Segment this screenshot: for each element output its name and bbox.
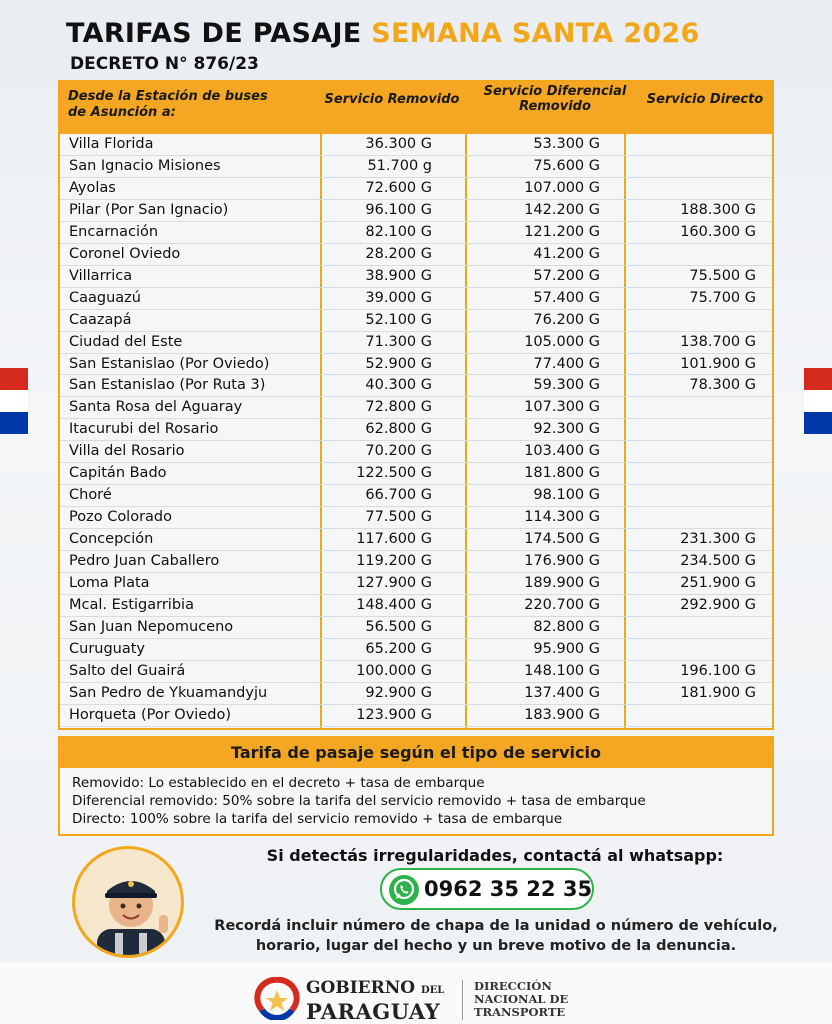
fare-removido: 62.800 G xyxy=(365,421,432,438)
fare-diferencial: 92.300 G xyxy=(533,421,600,438)
fare-removido: 123.900 G xyxy=(356,706,432,723)
whatsapp-icon xyxy=(388,874,420,906)
fare-directo: 231.300 G xyxy=(680,531,756,548)
station-name: San Estanislao (Por Oviedo) xyxy=(69,355,270,372)
fare-removido: 148.400 G xyxy=(356,597,432,614)
station-name: Caazapá xyxy=(69,311,132,328)
footer-divider xyxy=(462,980,463,1020)
table-row xyxy=(60,397,772,419)
fare-directo: 78.300 G xyxy=(689,377,756,394)
table-row xyxy=(60,661,772,683)
fare-removido: 38.900 G xyxy=(365,267,432,284)
fare-diferencial: 53.300 G xyxy=(533,136,600,152)
decree-number: DECRETO N° 876/23 xyxy=(70,54,259,74)
table-row xyxy=(60,573,772,595)
table-row xyxy=(60,485,772,507)
station-name: Santa Rosa del Aguaray xyxy=(69,399,243,416)
fare-diferencial: 174.500 G xyxy=(524,531,600,548)
station-name: Choré xyxy=(69,487,112,504)
fare-diferencial: 98.100 G xyxy=(533,487,600,504)
table-row xyxy=(60,507,772,529)
fare-diferencial: 148.100 G xyxy=(524,662,600,679)
fare-removido: 92.900 G xyxy=(365,684,432,701)
table-row xyxy=(60,178,772,200)
dnt-line1: DIRECCIÓN xyxy=(474,979,552,993)
station-name: Capitán Bado xyxy=(69,465,167,482)
gov-line2: PARAGUAY xyxy=(306,999,441,1024)
table-row xyxy=(60,156,772,178)
fare-diferencial: 107.300 G xyxy=(524,399,600,416)
fare-diferencial: 76.200 G xyxy=(533,311,600,328)
station-name: Coronel Oviedo xyxy=(69,245,181,262)
header-station: Desde la Estación de buses de Asunción a: xyxy=(68,89,268,120)
fare-directo: 292.900 G xyxy=(680,597,756,614)
fare-diferencial: 121.200 G xyxy=(524,223,600,240)
fare-removido: 36.300 G xyxy=(365,136,432,152)
fare-directo: 138.700 G xyxy=(680,333,756,350)
fare-diferencial: 176.900 G xyxy=(524,553,600,570)
table-row xyxy=(60,354,772,376)
fare-diferencial: 107.000 G xyxy=(524,179,600,196)
table-row xyxy=(60,244,772,266)
fare-diferencial: 103.400 G xyxy=(524,443,600,460)
table-body xyxy=(60,134,772,727)
table-row xyxy=(60,332,772,354)
station-name: Pedro Juan Caballero xyxy=(69,553,220,570)
station-name: Caaguazú xyxy=(69,289,141,306)
whatsapp-number: 0962 35 22 35 xyxy=(424,877,593,901)
info-heading: Tarifa de pasaje según el tipo de servicio xyxy=(60,738,772,768)
station-name: Ayolas xyxy=(69,179,116,196)
title-main: TARIFAS DE PASAJE xyxy=(66,18,362,49)
fare-diferencial: 181.800 G xyxy=(524,465,600,482)
header-diferencial: Servicio Diferencial Removido xyxy=(483,84,627,114)
station-name: Encarnación xyxy=(69,223,159,240)
fare-removido: 71.300 G xyxy=(365,333,432,350)
fare-removido: 66.700 G xyxy=(365,487,432,504)
paraguay-flag-left xyxy=(0,368,28,434)
fare-removido: 82.100 G xyxy=(365,223,432,240)
fare-removido: 119.200 G xyxy=(356,553,432,570)
table-row xyxy=(60,375,772,397)
fare-removido: 122.500 G xyxy=(356,465,432,482)
fare-removido: 51.700 g xyxy=(367,157,432,174)
info-line-removido: Removido: Lo establecido en el decreto + tasa de embarque xyxy=(72,775,485,791)
fare-diferencial: 82.800 G xyxy=(533,618,600,635)
station-name: Pilar (Por San Ignacio) xyxy=(69,201,229,218)
table-row xyxy=(60,551,772,573)
fare-directo: 196.100 G xyxy=(680,662,756,679)
station-name: Loma Plata xyxy=(69,575,150,592)
fare-directo: 160.300 G xyxy=(680,223,756,240)
station-name: Pozo Colorado xyxy=(69,509,173,526)
fare-diferencial: 41.200 G xyxy=(533,245,600,262)
fare-directo: 234.500 G xyxy=(680,553,756,570)
report-title: Si detectás irregularidades, contactá al whatsapp: xyxy=(266,846,724,865)
page-title xyxy=(66,18,700,49)
station-name: Ciudad del Este xyxy=(69,333,183,350)
table-row xyxy=(60,639,772,661)
gov-line1: GOBIERNO xyxy=(306,978,416,998)
fare-diferencial: 59.300 G xyxy=(533,377,600,394)
dnt-line3: TRANSPORTE xyxy=(474,1005,566,1019)
table-row xyxy=(60,419,772,441)
fare-removido: 52.900 G xyxy=(365,355,432,372)
fare-removido: 52.100 G xyxy=(365,311,432,328)
footer xyxy=(0,962,832,1024)
fare-removido: 72.600 G xyxy=(365,179,432,196)
table-row xyxy=(60,310,772,332)
fare-removido: 56.500 G xyxy=(365,618,432,635)
info-line-diferencial: Diferencial removido: 50% sobre la tarifa del servicio removido + tasa de embarque xyxy=(72,793,646,809)
station-name: San Juan Nepomuceno xyxy=(69,618,234,635)
fare-diferencial: 57.200 G xyxy=(533,267,600,284)
government-wordmark xyxy=(306,978,444,1022)
table-row xyxy=(60,705,772,727)
fare-removido: 117.600 G xyxy=(356,531,432,548)
government-seal-icon xyxy=(254,976,300,1020)
reminder-line-1: Recordá incluir número de chapa de la unidad o número de vehículo, xyxy=(214,918,778,934)
fares-table xyxy=(58,80,774,730)
dnt-wordmark xyxy=(474,980,568,1019)
fare-removido: 28.200 G xyxy=(365,245,432,262)
station-name: Mcal. Estigarribia xyxy=(69,597,194,614)
station-name: San Ignacio Misiones xyxy=(69,157,221,174)
info-line-directo: Directo: 100% sobre la tarifa del servicio removido + tasa de embarque xyxy=(72,811,563,827)
table-row xyxy=(60,266,772,288)
fare-diferencial: 75.600 G xyxy=(533,157,600,174)
fare-diferencial: 95.900 G xyxy=(533,640,600,657)
fare-diferencial: 189.900 G xyxy=(524,575,600,592)
fare-diferencial: 114.300 G xyxy=(524,509,600,526)
fare-removido: 39.000 G xyxy=(365,289,432,306)
fare-diferencial: 57.400 G xyxy=(533,289,600,306)
fare-diferencial: 220.700 G xyxy=(524,597,600,614)
reminder-line-2: horario, lugar del hecho y un breve motivo de la denuncia. xyxy=(255,938,737,954)
station-name: Horqueta (Por Oviedo) xyxy=(69,706,231,723)
header-removido: Servicio Removido xyxy=(324,92,460,107)
station-name: San Estanislao (Por Ruta 3) xyxy=(69,377,266,394)
table-row xyxy=(60,222,772,244)
service-info-box xyxy=(58,736,774,836)
fare-removido: 100.000 G xyxy=(356,662,432,679)
table-row xyxy=(60,463,772,485)
table-row xyxy=(60,200,772,222)
table-row xyxy=(60,441,772,463)
fare-directo: 188.300 G xyxy=(680,201,756,218)
dnt-line2: NACIONAL DE xyxy=(474,992,569,1006)
fare-removido: 65.200 G xyxy=(365,640,432,657)
table-row xyxy=(60,595,772,617)
fare-removido: 40.300 G xyxy=(365,377,432,394)
fare-directo: 75.500 G xyxy=(689,267,756,284)
table-row xyxy=(60,529,772,551)
fare-removido: 77.500 G xyxy=(365,509,432,526)
station-name: Villa Florida xyxy=(69,136,154,152)
station-name: San Pedro de Ykuamandyju xyxy=(69,684,268,701)
fare-diferencial: 142.200 G xyxy=(524,201,600,218)
station-name: Villa del Rosario xyxy=(69,443,185,460)
fare-diferencial: 183.900 G xyxy=(524,706,600,723)
paraguay-flag-right xyxy=(804,368,832,434)
fare-removido: 96.100 G xyxy=(365,201,432,218)
whatsapp-contact[interactable] xyxy=(380,868,594,910)
station-name: Concepción xyxy=(69,531,154,548)
table-row xyxy=(60,683,772,705)
table-row xyxy=(60,134,772,156)
fare-diferencial: 105.000 G xyxy=(524,333,600,350)
inspector-avatar xyxy=(72,846,184,958)
station-name: Salto del Guairá xyxy=(69,662,186,679)
gov-del: DEL xyxy=(421,985,445,996)
fare-diferencial: 137.400 G xyxy=(524,684,600,701)
report-reminder xyxy=(196,916,796,956)
station-name: Itacurubi del Rosario xyxy=(69,421,219,438)
fare-directo: 251.900 G xyxy=(680,575,756,592)
fare-directo: 101.900 G xyxy=(680,355,756,372)
fare-directo: 181.900 G xyxy=(680,684,756,701)
station-name: Curuguaty xyxy=(69,640,146,657)
station-name: Villarrica xyxy=(69,267,133,284)
table-row xyxy=(60,288,772,310)
fare-diferencial: 77.400 G xyxy=(533,355,600,372)
fare-removido: 127.900 G xyxy=(356,575,432,592)
header-directo: Servicio Directo xyxy=(646,92,764,107)
table-row xyxy=(60,617,772,639)
fare-removido: 72.800 G xyxy=(365,399,432,416)
fare-removido: 70.200 G xyxy=(365,443,432,460)
fare-directo: 75.700 G xyxy=(689,289,756,306)
title-highlight: SEMANA SANTA 2026 xyxy=(371,18,700,49)
table-header xyxy=(60,82,772,134)
